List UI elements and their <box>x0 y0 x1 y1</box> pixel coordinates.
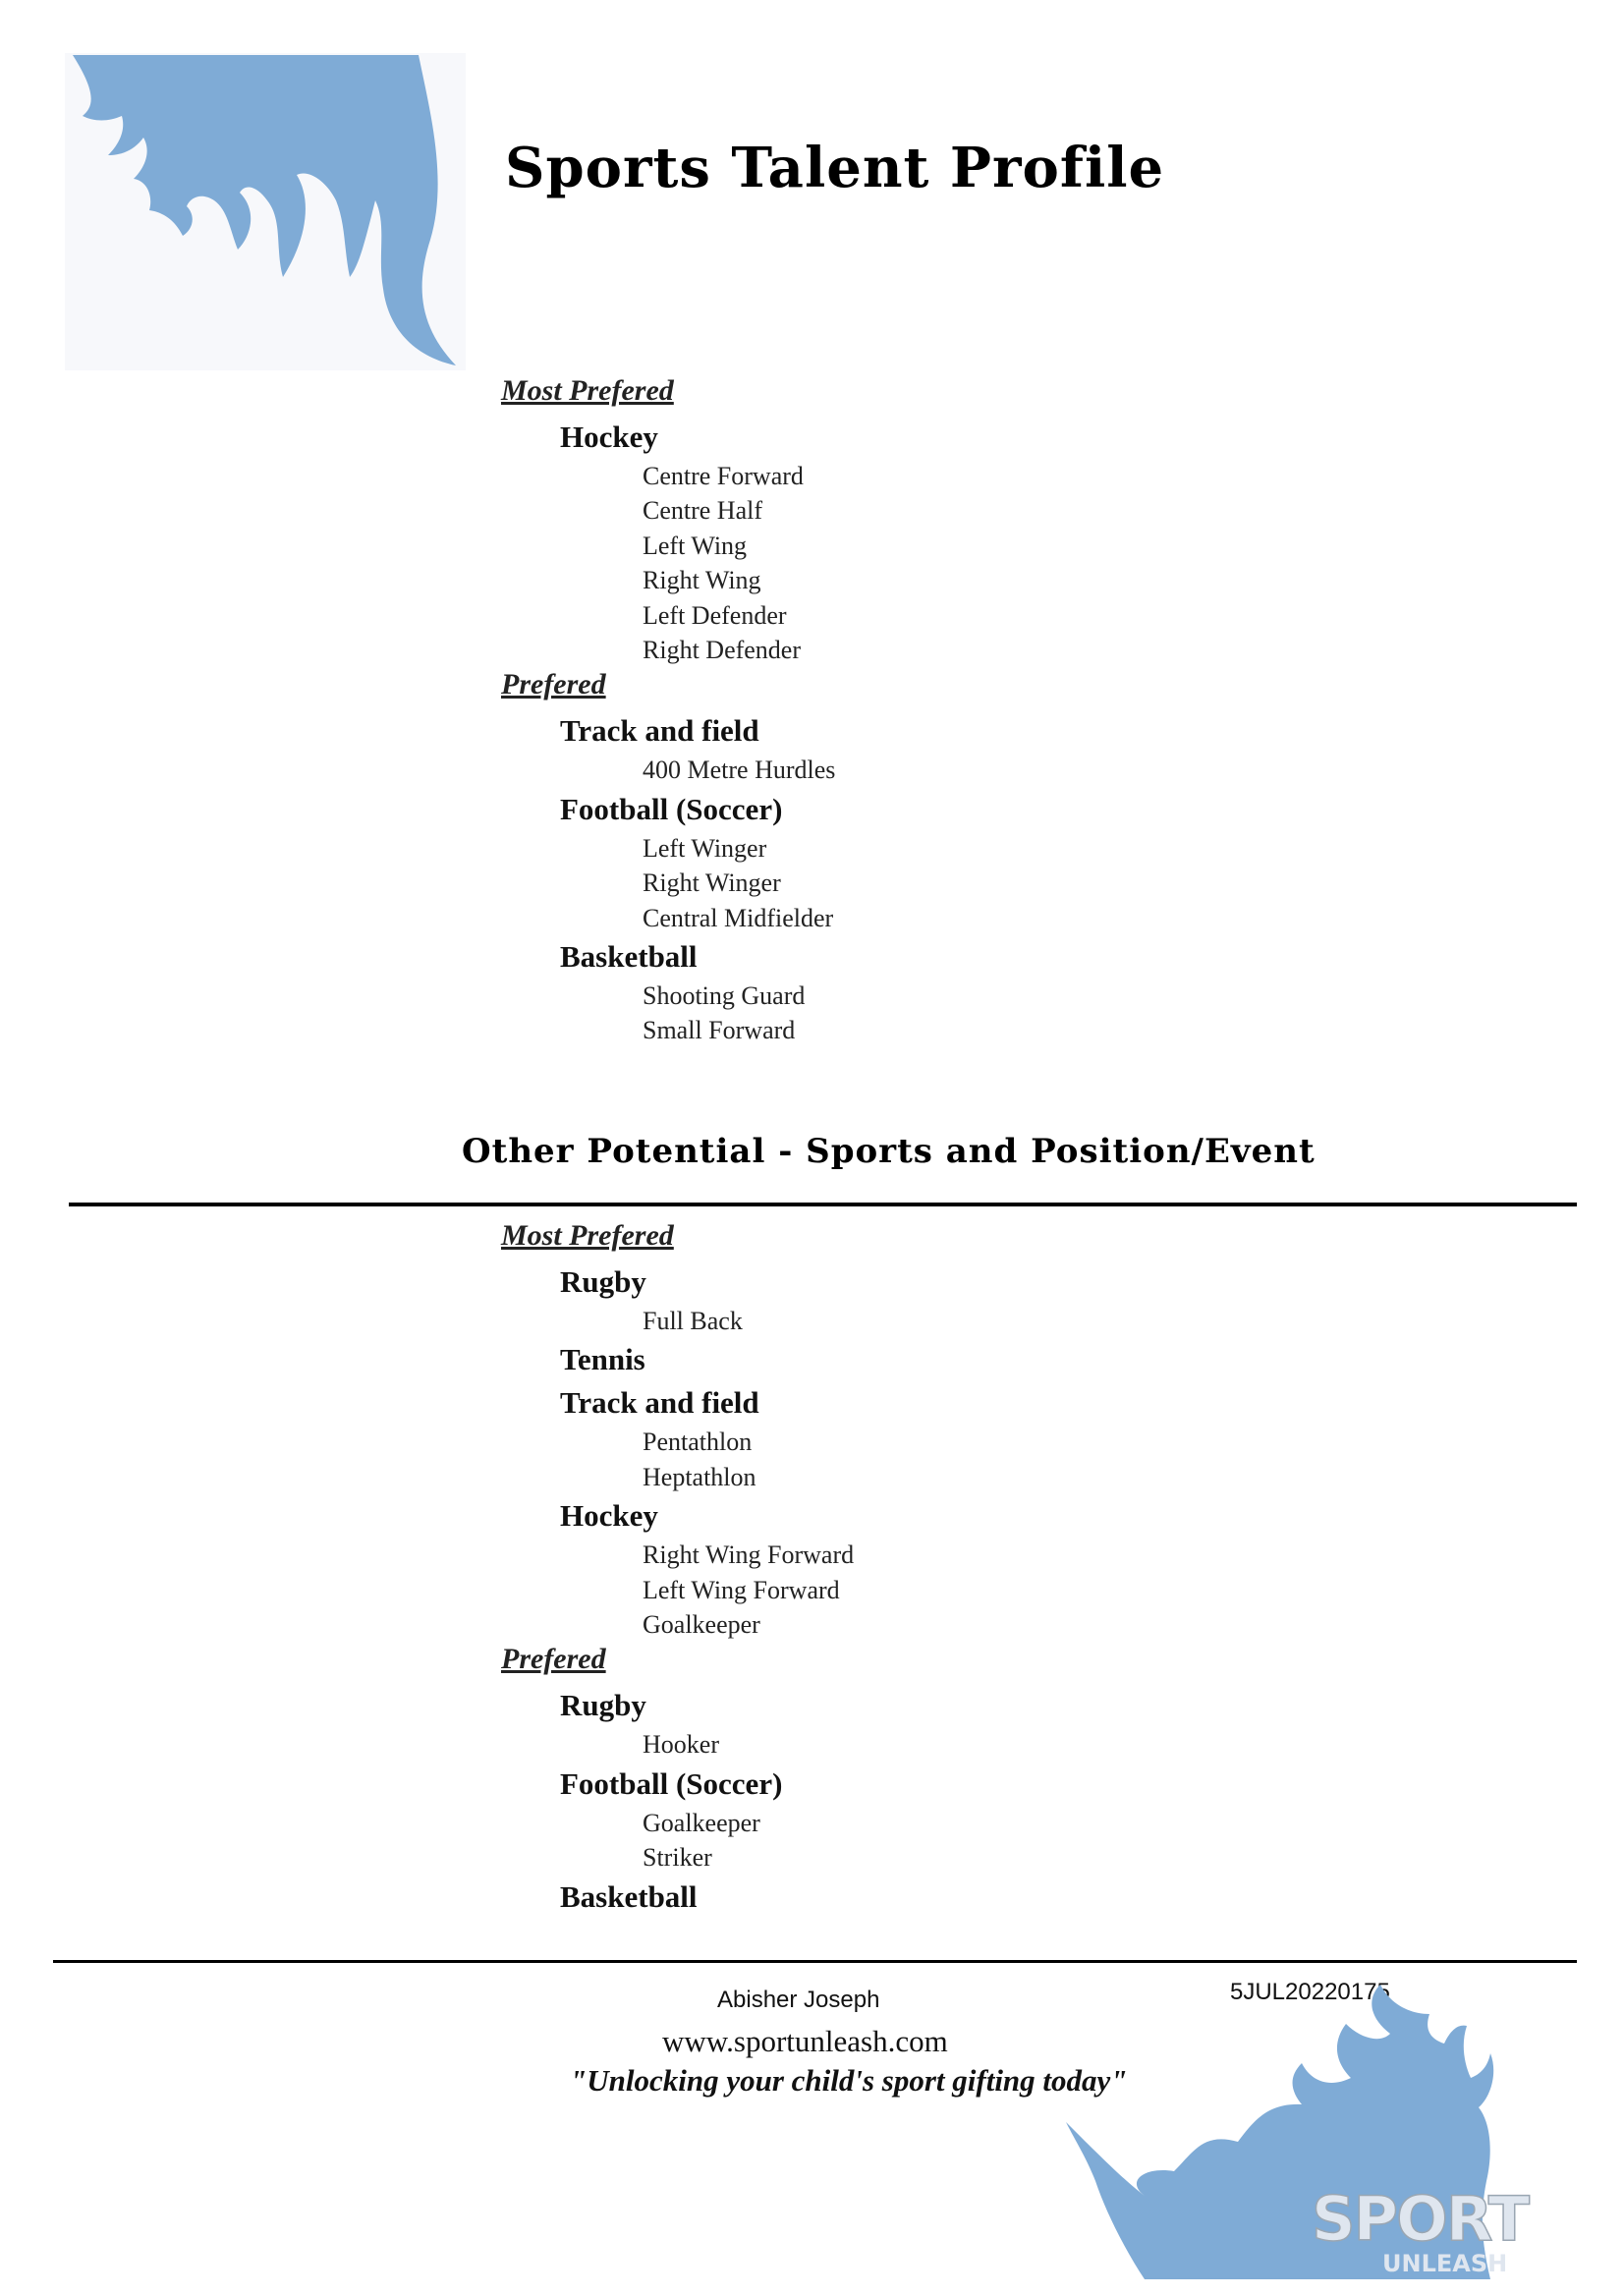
position-item: Centre Half <box>643 496 763 526</box>
position-item: Right Defender <box>643 635 802 664</box>
position-item: Striker <box>643 1843 712 1873</box>
position-item: Right Wing Forward <box>643 1540 855 1570</box>
flame-logo-icon <box>65 53 466 370</box>
sport-name: Football (Soccer) <box>560 1765 783 1801</box>
section-divider <box>69 1203 1577 1206</box>
position-item: Left Winger <box>643 833 767 863</box>
sport-name: Rugby <box>560 1688 646 1723</box>
preference-level-label: Most Prefered <box>501 1219 674 1252</box>
other-potential-heading: Other Potential - Sports and Position/Event <box>462 1132 1316 1171</box>
position-item: Hooker <box>643 1730 719 1760</box>
position-item: Full Back <box>643 1307 743 1335</box>
position-item: Centre Forward <box>643 462 804 490</box>
athlete-name: Abisher Joseph <box>717 1987 880 2013</box>
position-item: Small Forward <box>643 1016 796 1045</box>
sport-name: Hockey <box>560 1498 658 1534</box>
sport-name: Rugby <box>560 1264 646 1299</box>
website-url: www.sportunleash.com <box>662 2024 948 2058</box>
sport-name: Track and field <box>560 713 759 749</box>
footer-divider <box>53 1960 1577 1963</box>
position-item: Left Wing <box>643 531 748 560</box>
sport-name: Tennis <box>560 1342 645 1377</box>
preference-level-label: Prefered <box>501 1643 606 1676</box>
logo-text-sport: SPORT <box>1312 2183 1529 2255</box>
logo-text-unleash: UNLEASH <box>1382 2250 1508 2277</box>
position-item: Goalkeeper <box>643 1808 760 1837</box>
position-item: Right Winger <box>643 868 781 898</box>
position-item: Shooting Guard <box>643 980 806 1010</box>
page-title: Sports Talent Profile <box>505 136 1165 200</box>
tagline: "Unlocking your child's sport gifting today" <box>570 2063 1128 2098</box>
sport-name: Hockey <box>560 420 658 454</box>
sport-name: Football (Soccer) <box>560 791 783 826</box>
sport-name: Basketball <box>560 1878 698 1914</box>
profile-code: 5JUL20220175 <box>1230 1979 1390 2005</box>
sport-unleash-logo-icon <box>1066 1985 1529 2279</box>
sport-name: Basketball <box>560 938 698 974</box>
position-item: Left Defender <box>643 600 787 630</box>
preference-level-label: Most Prefered <box>501 374 674 407</box>
position-item: Right Wing <box>643 566 761 595</box>
position-item: Pentathlon <box>643 1428 753 1457</box>
position-item: Goalkeeper <box>643 1609 760 1639</box>
preference-level-label: Prefered <box>501 668 606 701</box>
other-potential-preferences <box>501 1218 1385 1919</box>
position-item: 400 Metre Hurdles <box>643 756 836 785</box>
primary-preferences <box>501 373 1385 1048</box>
sport-name: Track and field <box>560 1385 759 1421</box>
position-item: Left Wing Forward <box>643 1575 840 1604</box>
position-item: Heptathlon <box>643 1462 756 1491</box>
position-item: Central Midfielder <box>643 903 834 932</box>
